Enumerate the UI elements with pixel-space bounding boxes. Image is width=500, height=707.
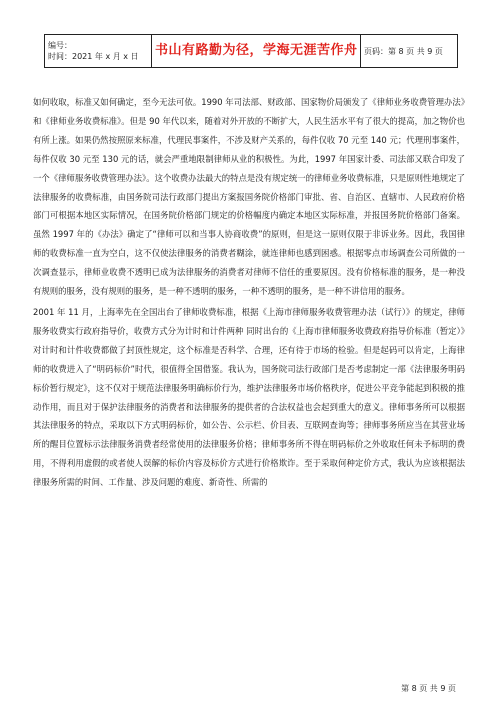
header-motto: 书山有路勤为径，学海无涯苦作舟	[155, 43, 358, 58]
document-time: 时间：2021 年 x 月 x 日	[48, 52, 139, 61]
header-row	[45, 35, 458, 68]
header-page-cell	[361, 35, 458, 68]
body-paragraph-1: 如何收取，标准又如何确定，至今无法可依。1990 年司法部、财政部、国家物价局颁发了《律师业务收费管理办法》和《律师业务收费标准》。但是 90 年代以来，随着对外开放的不断扩大，人民生活水平有了很大的提高，加之物价也有所上涨。如果仍然按照原来标准，代理民事案件，不涉及财产关系的，每件仅收 70 元至 140 元；代理刑事案件，每件仅收 30 元至 130 元的话，就会严重地限制律师从业的积极性。为此，1997 年国家计委、司法部又联合印发了一个《律师服务收费管理办法》。这个收费办法最大的特点是没有规定统一的律师业务收费标准，只是原则性地规定了法律服务的收费标准，由国务院司法行政部门提出方案报国务院价格部门审批、省、自治区、直辖市、人民政府价格部门可根据本地区实际情况，在国务院价格部门规定的价格幅度内确定本地区实际标准，并报国务院价格部门备案。虽然 1997 年的《办法》确定了“律师可以和当事人协商收费”的原则，但是这一原则仅限于非诉业务。因此，我国律师的收费标准一直为空白，这不仅使法律服务的消费者糊涂，就连律师也感到困惑。根据零点市场调查公司所做的一次调查显示，律师业收费不透明已成为法律服务的消费者对律师不信任的重要原因。没有价格标准的服务，是一种没有规则的服务，没有规则的服务，是一种不透明的服务，一种不透明的服务，是一种不讲信用的服务。	[33, 97, 465, 297]
document-number-label: 编号：	[48, 41, 72, 50]
header-page-number: 页码：第 8 页 共 9 页	[364, 46, 443, 56]
document-body	[33, 93, 465, 673]
footer-page-number: 第 8 页 共 9 页	[401, 684, 456, 693]
page-header	[44, 34, 458, 68]
header-meta-cell	[45, 35, 152, 68]
header-motto-cell	[152, 35, 361, 68]
body-paragraph-2: 2001 年 11 月，上海率先在全国出台了律师收费标准，根据《上海市律师服务收费管理办法（试行）》的规定，律师服务收费实行政府指导价，收费方式分为计时和计件两种 同时出台的《上海市律师服务收费政府指导价标准（暂定）》对计时和计件收费都做了封顶性规定，这个标准是否科学、合理，还有待于市场的检验。但是起码可以肯定，上海律师的收费进入了“明码标价”时代，很值得全国借鉴。我认为，国务院司法行政部门是否考虑制定一部《法律服务明码标价暂行规定》，这不仅对于规范法律服务明确标价行为，维护法律服务市场价格秩序，促进公平竞争能起到积极的推动作用，而且对于保护法律服务的消费者和法律服务的提供者的合法权益也会起到重大的意义。律师事务所可以根据其法律服务的特点，采取以下方式明码标价，如公告、公示栏、价目表、互联网查询等；律师事务所应当在其营业场所的醒目位置标示法律服务消费者经常使用的法律服务价格；律师事务所不得在明码标价之外收取任何未予标明的费用，不得利用虚假的或者使人误解的标价内容及标价方式进行价格欺诈。至于采取何种定价方式，我认为应该根据法律服务所需的时间、工作量、涉及问题的难度、新奇性、所需的	[33, 306, 465, 488]
